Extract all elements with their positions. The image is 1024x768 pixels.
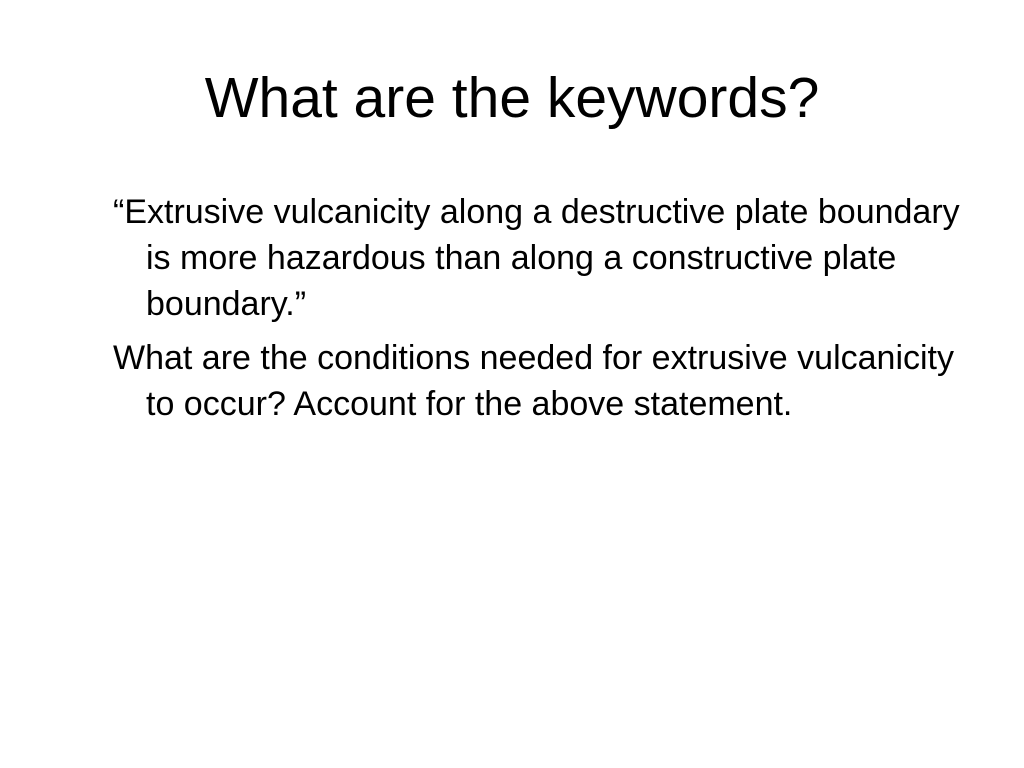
slide-title: What are the keywords? bbox=[204, 66, 820, 130]
slide-body bbox=[113, 189, 973, 435]
quote-paragraph: “Extrusive vulcanicity along a destructive plate boundary is more hazardous than along a constructive plate boundary.” bbox=[113, 193, 960, 323]
question-paragraph: What are the conditions needed for extrusive vulcanicity to occur? Account for the above statement. bbox=[113, 339, 955, 423]
